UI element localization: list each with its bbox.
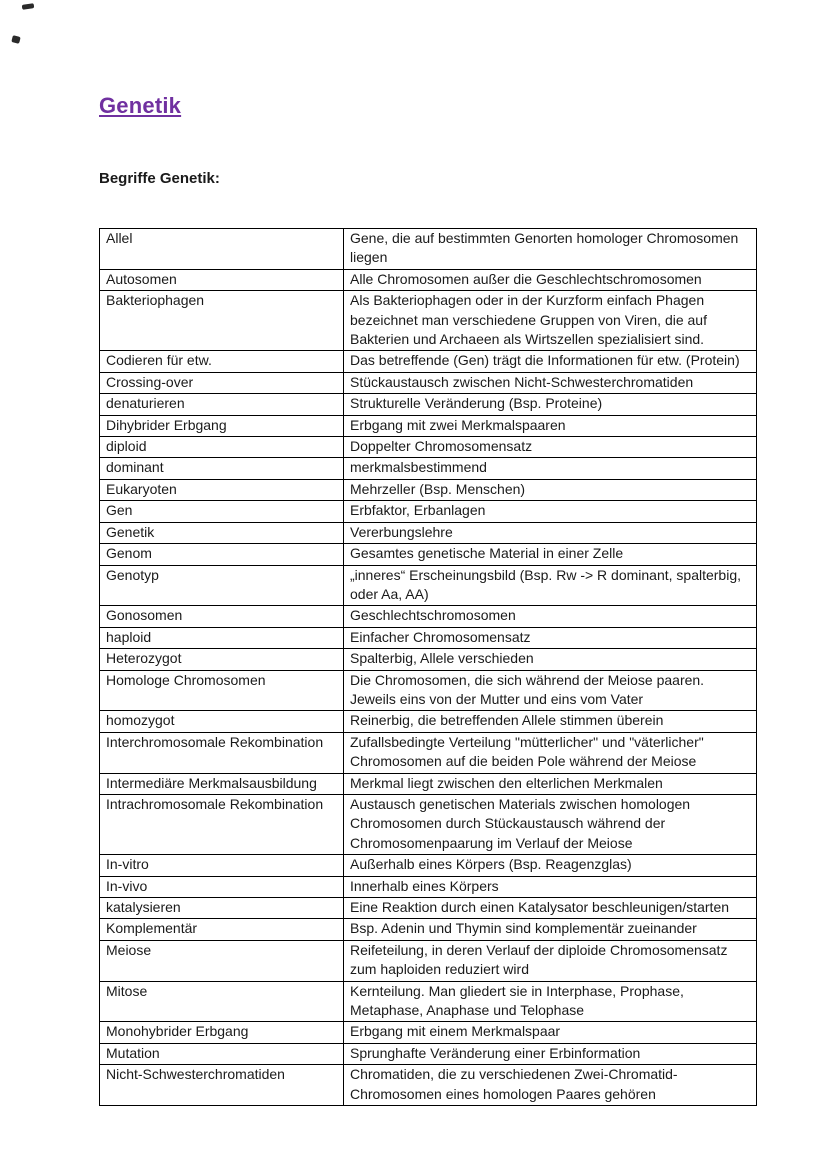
table-row bbox=[100, 394, 757, 415]
term-cell: Komplementär bbox=[100, 919, 344, 940]
term-cell: Genom bbox=[100, 544, 344, 565]
table-row bbox=[100, 1065, 757, 1106]
definition-cell: Außerhalb eines Körpers (Bsp. Reagenzglas) bbox=[344, 855, 757, 876]
definition-cell: Einfacher Chromosomensatz bbox=[344, 627, 757, 648]
definition-cell: Reinerbig, die betreffenden Allele stimmen überein bbox=[344, 711, 757, 732]
term-cell: Allel bbox=[100, 229, 344, 270]
term-cell: Bakteriophagen bbox=[100, 291, 344, 351]
definition-cell: Zufallsbedingte Verteilung "mütterlicher" und "väterlicher" Chromosomen auf die beiden Pole während der Meiose bbox=[344, 732, 757, 773]
term-cell: In-vivo bbox=[100, 876, 344, 897]
table-row bbox=[100, 627, 757, 648]
table-row bbox=[100, 1043, 757, 1064]
definition-cell: Mehrzeller (Bsp. Menschen) bbox=[344, 479, 757, 500]
term-cell: dominant bbox=[100, 458, 344, 479]
term-cell: Codieren für etw. bbox=[100, 351, 344, 372]
term-cell: Homologe Chromosomen bbox=[100, 670, 344, 711]
term-cell: Interchromosomale Rekombination bbox=[100, 732, 344, 773]
term-cell: Heterozygot bbox=[100, 649, 344, 670]
definition-cell: Gene, die auf bestimmten Genorten homologer Chromosomen liegen bbox=[344, 229, 757, 270]
table-row bbox=[100, 773, 757, 794]
table-row bbox=[100, 876, 757, 897]
table-row bbox=[100, 291, 757, 351]
table-row bbox=[100, 437, 757, 458]
term-cell: katalysieren bbox=[100, 898, 344, 919]
definition-cell: Bsp. Adenin und Thymin sind komplementär zueinander bbox=[344, 919, 757, 940]
term-cell: Intrachromosomale Rekombination bbox=[100, 794, 344, 854]
table-row bbox=[100, 794, 757, 854]
table-row bbox=[100, 458, 757, 479]
glossary-table bbox=[99, 228, 757, 1106]
table-row bbox=[100, 919, 757, 940]
table-row bbox=[100, 229, 757, 270]
table-row bbox=[100, 544, 757, 565]
table-row bbox=[100, 898, 757, 919]
page-content bbox=[99, 0, 742, 1106]
table-row bbox=[100, 565, 757, 606]
definition-cell: Strukturelle Veränderung (Bsp. Proteine) bbox=[344, 394, 757, 415]
glossary-table-body bbox=[100, 229, 757, 1106]
definition-cell: Sprunghafte Veränderung einer Erbinformation bbox=[344, 1043, 757, 1064]
term-cell: In-vitro bbox=[100, 855, 344, 876]
definition-cell: Vererbungslehre bbox=[344, 522, 757, 543]
definition-cell: Kernteilung. Man gliedert sie in Interphase, Prophase, Metaphase, Anaphase und Telophase bbox=[344, 981, 757, 1022]
term-cell: Dihybrider Erbgang bbox=[100, 415, 344, 436]
definition-cell: Die Chromosomen, die sich während der Meiose paaren. Jeweils eins von der Mutter und eins vom Vater bbox=[344, 670, 757, 711]
section-heading: Begriffe Genetik: bbox=[99, 170, 220, 187]
table-row bbox=[100, 269, 757, 290]
table-row bbox=[100, 855, 757, 876]
term-cell: Gonosomen bbox=[100, 606, 344, 627]
term-cell: Eukaryoten bbox=[100, 479, 344, 500]
term-cell: Genotyp bbox=[100, 565, 344, 606]
table-row bbox=[100, 711, 757, 732]
definition-cell: Alle Chromosomen außer die Geschlechtschromosomen bbox=[344, 269, 757, 290]
scan-artifact-mark bbox=[11, 35, 20, 44]
definition-cell: Merkmal liegt zwischen den elterlichen Merkmalen bbox=[344, 773, 757, 794]
term-cell: Intermediäre Merkmalsausbildung bbox=[100, 773, 344, 794]
term-cell: Monohybrider Erbgang bbox=[100, 1022, 344, 1043]
table-row bbox=[100, 940, 757, 981]
table-row bbox=[100, 501, 757, 522]
term-cell: Mitose bbox=[100, 981, 344, 1022]
table-row bbox=[100, 479, 757, 500]
table-row bbox=[100, 649, 757, 670]
term-cell: Meiose bbox=[100, 940, 344, 981]
table-row bbox=[100, 1022, 757, 1043]
definition-cell: Erbfaktor, Erbanlagen bbox=[344, 501, 757, 522]
definition-cell: Eine Reaktion durch einen Katalysator beschleunigen/starten bbox=[344, 898, 757, 919]
definition-cell: Spalterbig, Allele verschieden bbox=[344, 649, 757, 670]
definition-cell: „inneres“ Erscheinungsbild (Bsp. Rw -> R dominant, spalterbig, oder Aa, AA) bbox=[344, 565, 757, 606]
term-cell: Gen bbox=[100, 501, 344, 522]
definition-cell: merkmalsbestimmend bbox=[344, 458, 757, 479]
definition-cell: Innerhalb eines Körpers bbox=[344, 876, 757, 897]
definition-cell: Stückaustausch zwischen Nicht-Schwesterchromatiden bbox=[344, 372, 757, 393]
table-row bbox=[100, 670, 757, 711]
definition-cell: Austausch genetischen Materials zwischen homologen Chromosomen durch Stückaustausch während der Chromosomenpaarung im Verlauf der Meiose bbox=[344, 794, 757, 854]
table-row bbox=[100, 351, 757, 372]
scan-artifact-mark bbox=[22, 3, 35, 10]
table-row bbox=[100, 522, 757, 543]
term-cell: homozygot bbox=[100, 711, 344, 732]
table-row bbox=[100, 606, 757, 627]
term-cell: diploid bbox=[100, 437, 344, 458]
definition-cell: Das betreffende (Gen) trägt die Informationen für etw. (Protein) bbox=[344, 351, 757, 372]
definition-cell: Doppelter Chromosomensatz bbox=[344, 437, 757, 458]
definition-cell: Reifeteilung, in deren Verlauf der diploide Chromosomensatz zum haploiden reduziert wird bbox=[344, 940, 757, 981]
term-cell: Autosomen bbox=[100, 269, 344, 290]
table-row bbox=[100, 732, 757, 773]
table-row bbox=[100, 981, 757, 1022]
definition-cell: Als Bakteriophagen oder in der Kurzform einfach Phagen bezeichnet man verschiedene Gruppen von Viren, die auf Bakterien und Archaeen als Wirtszellen spezialisiert sind. bbox=[344, 291, 757, 351]
term-cell: Nicht-Schwesterchromatiden bbox=[100, 1065, 344, 1106]
definition-cell: Geschlechtschromosomen bbox=[344, 606, 757, 627]
table-row bbox=[100, 415, 757, 436]
table-row bbox=[100, 372, 757, 393]
term-cell: Crossing-over bbox=[100, 372, 344, 393]
definition-cell: Erbgang mit einem Merkmalspaar bbox=[344, 1022, 757, 1043]
term-cell: Genetik bbox=[100, 522, 344, 543]
term-cell: haploid bbox=[100, 627, 344, 648]
definition-cell: Erbgang mit zwei Merkmalspaaren bbox=[344, 415, 757, 436]
term-cell: Mutation bbox=[100, 1043, 344, 1064]
term-cell: denaturieren bbox=[100, 394, 344, 415]
page-title: Genetik bbox=[99, 93, 182, 118]
definition-cell: Gesamtes genetische Material in einer Zelle bbox=[344, 544, 757, 565]
definition-cell: Chromatiden, die zu verschiedenen Zwei-Chromatid-Chromosomen eines homologen Paares gehören bbox=[344, 1065, 757, 1106]
